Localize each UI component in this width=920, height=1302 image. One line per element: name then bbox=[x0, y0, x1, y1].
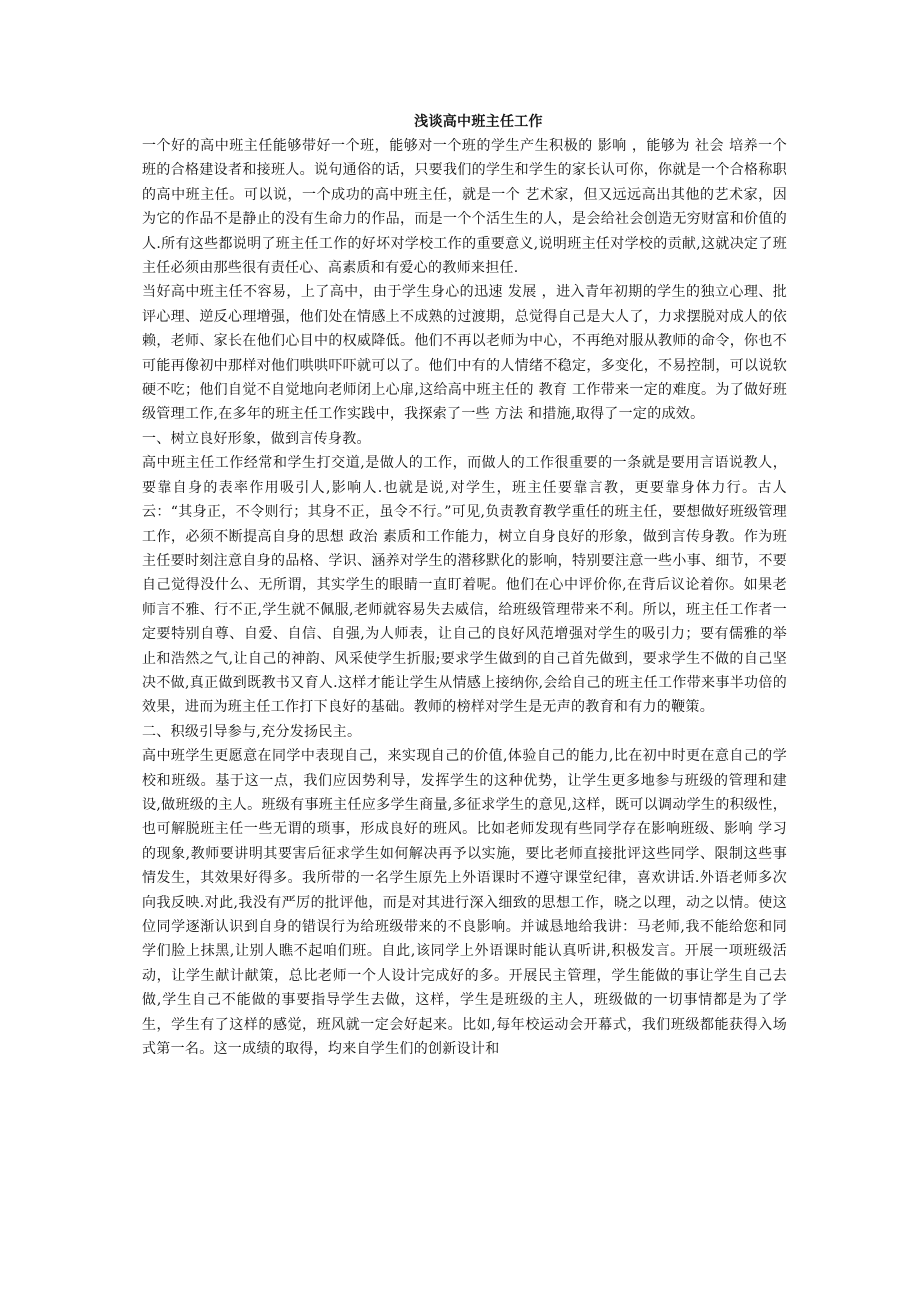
paragraph-intro: 一个好的高中班主任能够带好一个班，能够对一个班的学生产生积极的 影响 ，能够为 社会 培养一个班的合格建设者和接班人。说句通俗的话，只要我们的学生和学生的家长认可你，你就是一个合格称职的高中班主任。可以说，一个成功的高中班主任，就是一个 艺术家，但又远远高出其他的艺术家，因为它的作品不是静止的没有生命力的作品，而是一个个活生生的人，是会给社会创造无穷财富和价值的人.所有这些都说明了班主任工作的好坏对学校工作的重要意义,说明班主任对学校的贡献,这就决定了班主任必须由那些很有责任心、高素质和有爱心的教师来担任. bbox=[142, 138, 787, 277]
section-heading-2: 二、积级引导参与,充分发扬民主。 bbox=[142, 723, 362, 740]
section-heading-1: 一、树立良好形象，做到言传身教。 bbox=[142, 430, 371, 447]
paragraph-section-1: 高中班主任工作经常和学生打交道,是做人的工作，而做人的工作很重要的一条就是要用言语说教人，要靠自身的表率作用吸引人,影响人.也就是说,对学生，班主任要靠言教，更要靠身体力行。古人云：“其身正，不令则行；其身不正，虽令不行。”可见,负责教育教学重任的班主任，要想做好班级管理工作，必须不断提高自身的思想 政治 素质和工作能力，树立自身良好的形象，做到言传身教。作为班主任要时刻注意自身的品格、学识、涵养对学生的潜移默化的影响，特别要注意一些小事、细节，不要自己觉得没什么、无所谓，其实学生的眼睛一直盯着呢。他们在心中评价你,在背后议论着你。如果老师言不雅、行不正,学生就不佩服,老师就容易失去威信，给班级管理带来不利。所以，班主任工作者一定要特别自尊、自爱、自信、自强,为人师表，让自己的良好风范增强对学生的吸引力；要有儒雅的举止和浩然之气,让自己的神韵、风采使学生折服;要求学生做到的自己首先做到，要求学生不做的自己坚决不做,真正做到既教书又育人.这样才能让学生从情感上接纳你,会给自己的班主任工作带来事半功倍的效果，进而为班主任工作打下良好的基础。教师的榜样对学生是无声的教育和有力的鞭策。 bbox=[142, 455, 787, 716]
paragraph-difficulty: 当好高中班主任不容易，上了高中，由于学生身心的迅速 发展 ，进入青年初期的学生的独立心理、批评心理、逆反心理增强，他们处在情感上不成熟的过渡期，总觉得自己是大人了，力求摆脱对成人的依赖，老师、家长在他们心目中的权威降低。他们不再以老师为中心，不再绝对服从教师的命令，你也不可能再像初中那样对他们哄哄吓吓就可以了。他们中有的人情绪不稳定，多变化，不易控制，可以说软硬不吃；他们自觉不自觉地向老师闭上心扉,这给高中班主任的 教育 工作带来一定的难度。为了做好班级管理工作,在多年的班主任工作实践中，我探索了一些 方法 和措施,取得了一定的成效。 bbox=[142, 284, 787, 423]
document-title: 浅谈高中班主任工作 bbox=[414, 114, 543, 130]
paragraph-section-2: 高中班学生更愿意在同学中表现自己，来实现自己的价值,体验自己的能力,比在初中时更在意自己的学校和班级。基于这一点，我们应因势利导，发挥学生的这种优势，让学生更多地参与班级的管理和建设,做班级的主人。班级有事班主任应多学生商量,多征求学生的意见,这样，既可以调动学生的积级性，也可解脱班主任一些无谓的琐事，形成良好的班风。比如老师发现有些同学存在影响班级、影响 学习 的现象,教师要讲明其要害后征求学生如何解决再予以实施，要比老师直接批评这些同学、限制这些事情发生，其效果好得多。我所带的一名学生原先上外语课时不遵守课堂纪律，喜欢讲话.外语老师多次向我反映.对此,我没有严厉的批评他，而是对其进行深入细致的思想工作，晓之以理，动之以情。使这位同学逐渐认识到自身的错误行为给班级带来的不良影响。并诚恳地给我讲：马老师,我不能给您和同学们脸上抹黑,让别人瞧不起咱们班。自此,该同学上外语课时能认真听讲,积极发言。开展一项班级活动，让学生献计献策，总比老师一个人设计完成好的多。开展民主管理，学生能做的事让学生自己去做,学生自己不能做的事要指导学生去做，这样，学生是班级的主人，班级做的一切事情都是为了学生，学生有了这样的感觉，班风就一定会好起来。比如,每年校运动会开幕式，我们班级都能获得入场式第一名。这一成绩的取得，均来自学生们的创新设计和 bbox=[142, 748, 787, 1058]
document-page bbox=[142, 110, 787, 1061]
